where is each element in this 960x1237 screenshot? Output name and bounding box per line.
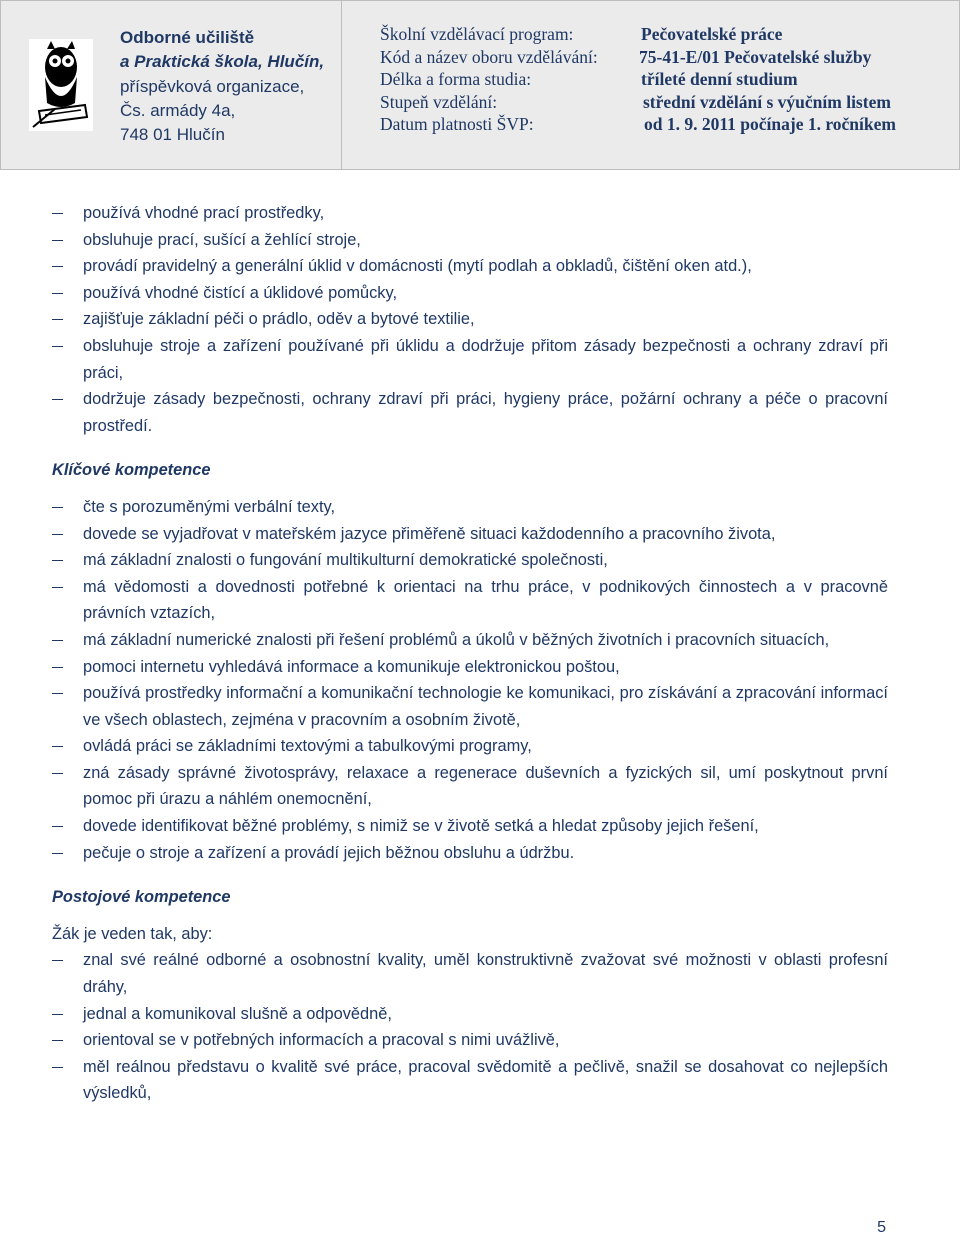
list-item: orientoval se v potřebných informacích a pracoval s nimi uvážlivě,	[52, 1027, 888, 1054]
list-item: znal své reálné odborné a osobnostní kvality, uměl konstruktivně zvažovat své možnosti v oblasti profesní dráhy,	[52, 947, 888, 1000]
program-key: Školní vzdělávací program:	[380, 24, 574, 44]
list-item: dovede se vyjadřovat v mateřském jazyce přiměřeně situaci každodenního a pracovního života,	[52, 521, 888, 548]
owl-logo-icon	[25, 37, 99, 133]
skills-list	[52, 200, 888, 439]
list-item: dovede identifikovat běžné problémy, s nimiž se v životě setká a hledat způsoby jejich řešení,	[52, 813, 888, 840]
document-body	[52, 200, 888, 1107]
school-type-line: příspěvková organizace,	[120, 76, 305, 96]
list-item: pomoci internetu vyhledává informace a komunikuje elektronickou poštou,	[52, 654, 888, 681]
program-key: Délka a forma studia:	[380, 69, 532, 90]
school-street-line: Čs. armády 4a,	[120, 100, 236, 120]
program-value: Pečovatelské práce	[641, 24, 783, 44]
list-item: používá vhodné prací prostředky,	[52, 200, 888, 227]
section-intro: Žák je veden tak, aby:	[52, 924, 213, 943]
list-item: zná zásady správné životosprávy, relaxace a regenerace duševních a fyzických sil, umí poskytnout první pomoc při úrazu a náhlém onemocnění,	[52, 760, 888, 813]
program-key: Stupeň vzdělání:	[380, 91, 498, 112]
list-item: jednal a komunikoval slušně a odpovědně,	[52, 1001, 888, 1028]
list-item: používá prostředky informační a komunikační technologie ke komunikaci, pro získávání a zpracování informací ve všech oblastech, zejména v pracovním a osobním životě,	[52, 680, 888, 733]
program-key: Datum platnosti ŠVP:	[380, 114, 534, 135]
list-item: má vědomosti a dovednosti potřebné k orientaci na trhu práce, v podnikových činnostech a v pracovně právních vztazích,	[52, 574, 888, 627]
list-item: obsluhuje stroje a zařízení používané při úklidu a dodržuje přitom zásady bezpečnosti a ochrany zdraví při práci,	[52, 333, 888, 386]
page-number: 5	[877, 1219, 886, 1236]
school-name-line2: a Praktická škola, Hlučín,	[120, 52, 325, 72]
program-value: od 1. 9. 2011 počínaje 1. ročníkem	[644, 114, 896, 135]
list-item: má základní numerické znalosti při řešení problémů a úkolů v běžných životních i pracovních situacích,	[52, 627, 888, 654]
list-item: dodržuje zásady bezpečnosti, ochrany zdraví při práci, hygieny práce, požární ochrany a péče o pracovní prostředí.	[52, 386, 888, 439]
list-item: používá vhodné čistící a úklidové pomůcky,	[52, 280, 888, 307]
list-item: provádí pravidelný a generální úklid v domácnosti (mytí podlah a obkladů, čištění oken atd.),	[52, 253, 888, 280]
key-competences-list	[52, 494, 888, 866]
section-heading-key-competences: Klíčové kompetence	[52, 461, 211, 480]
list-item: pečuje o stroje a zařízení a provádí jejich běžnou obsluhu a údržbu.	[52, 840, 888, 867]
school-info-block	[1, 1, 342, 169]
list-item: ovládá práci se základními textovými a tabulkovými programy,	[52, 733, 888, 760]
program-value: tříleté denní studium	[641, 69, 798, 90]
program-value: střední vzdělání s výučním listem	[643, 91, 891, 112]
program-value: 75-41-E/01 Pečovatelské služby	[639, 46, 872, 67]
school-city-line: 748 01 Hlučín	[120, 125, 225, 145]
document-header	[0, 0, 960, 170]
list-item: má základní znalosti o fungování multikulturní demokratické společnosti,	[52, 547, 888, 574]
section-heading-attitude-competences: Postojové kompetence	[52, 888, 231, 907]
list-item: obsluhuje prací, sušící a žehlící stroje,	[52, 227, 888, 254]
list-item: čte s porozuměnými verbální texty,	[52, 494, 888, 521]
list-item: měl reálnou představu o kvalitě své práce, pracoval svědomitě a pečlivě, snažil se dosahovat co nejlepších výsledků,	[52, 1054, 888, 1107]
school-name-line1: Odborné učiliště	[120, 28, 255, 47]
program-key: Kód a název oboru vzdělávání:	[380, 46, 598, 67]
attitude-competences-list	[52, 947, 888, 1107]
list-item: zajišťuje základní péči o prádlo, oděv a bytové textilie,	[52, 306, 888, 333]
